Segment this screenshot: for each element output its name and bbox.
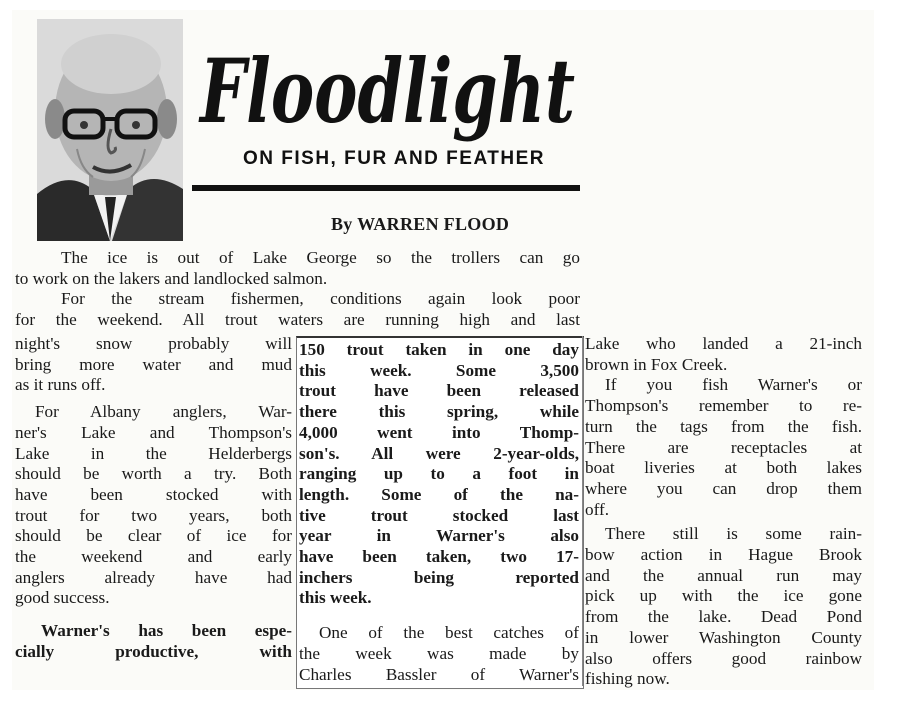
text-line: Thompson's remember to re-	[585, 396, 862, 416]
intro-paragraphs	[15, 248, 580, 331]
text-line: the week was made by	[299, 643, 579, 663]
text-line: The ice is out of Lake George so the trollers can go	[61, 248, 580, 267]
text-line: There are receptacles at	[585, 437, 862, 457]
logo-text: Floodlight	[197, 39, 575, 143]
text-line: this week. Some 3,500	[299, 360, 579, 380]
text-line: son's. All were 2-year-olds,	[299, 443, 579, 463]
text-line: as it runs off.	[15, 375, 106, 395]
text-line: have been stocked with	[15, 484, 292, 504]
text-line: boat liveries at both lakes	[585, 458, 862, 478]
byline: By WARREN FLOOD	[331, 214, 510, 234]
text-line: night's snow probably will	[15, 334, 292, 353]
middle-column	[299, 340, 579, 685]
text-line: One of the best catches of	[319, 623, 579, 643]
text-line: should be worth a try. Both	[15, 464, 292, 484]
text-line: off.	[585, 499, 610, 519]
text-line: trout for two years, both	[15, 505, 292, 525]
floodlight-logo	[195, 30, 585, 143]
text-line: Lake who landed a 21-inch	[585, 334, 862, 353]
right-column	[585, 334, 862, 690]
text-line: Warner's has been espe-	[41, 621, 292, 641]
text-line: bring more water and mud	[15, 354, 292, 374]
text-line: Charles Bassler of Warner's	[299, 664, 579, 684]
text-line: length. Some of the na-	[299, 484, 579, 504]
text-line: bow action in Hague Brook	[585, 545, 862, 565]
text-line: in lower Washington County	[585, 627, 862, 647]
text-line: ner's Lake and Thompson's	[15, 422, 292, 442]
column-subtitle: ON FISH, FUR AND FEATHER	[243, 148, 545, 169]
text-line: this week.	[299, 588, 372, 608]
left-column	[15, 334, 292, 663]
text-line: there this spring, while	[299, 402, 579, 422]
text-line: brown in Fox Creek.	[585, 354, 728, 374]
text-line: where you can drop them	[585, 478, 862, 498]
text-line: ranging up to a foot in	[299, 464, 579, 484]
text-line: and the annual run may	[585, 565, 862, 585]
text-line: year in Warner's also	[299, 526, 579, 546]
text-line: For Albany anglers, War-	[35, 402, 292, 422]
text-line: the weekend and early	[15, 547, 292, 567]
header-rule	[192, 185, 580, 191]
text-line: fishing now.	[585, 669, 670, 689]
text-line: should be clear of ice for	[15, 526, 292, 546]
text-line: Lake in the Helderbergs	[15, 443, 292, 463]
column-divider	[582, 336, 583, 686]
author-portrait	[37, 19, 183, 241]
text-line: anglers already have had	[15, 567, 292, 587]
text-line: to work on the lakers and landlocked salmon.	[15, 268, 328, 288]
text-line: If you fish Warner's or	[605, 375, 862, 395]
text-line: 4,000 went into Thomp-	[299, 422, 579, 442]
text-line: cially productive, with	[15, 641, 292, 661]
text-line: from the lake. Dead Pond	[585, 607, 862, 627]
text-line: inchers being reported	[299, 567, 579, 587]
text-line: good success.	[15, 588, 110, 608]
text-line: For the stream fishermen, conditions again look poor	[61, 289, 580, 309]
text-line: tive trout stocked last	[299, 505, 579, 525]
text-line: for the weekend. All trout waters are running high and last	[15, 310, 580, 330]
text-line: trout have been released	[299, 381, 579, 401]
text-line: have been taken, two 17-	[299, 547, 579, 567]
text-line: There still is some rain-	[605, 524, 862, 544]
text-line: turn the tags from the fish.	[585, 416, 862, 436]
text-line: pick up with the ice gone	[585, 586, 862, 606]
text-line: 150 trout taken in one day	[299, 340, 579, 359]
text-line: also offers good rainbow	[585, 648, 862, 668]
